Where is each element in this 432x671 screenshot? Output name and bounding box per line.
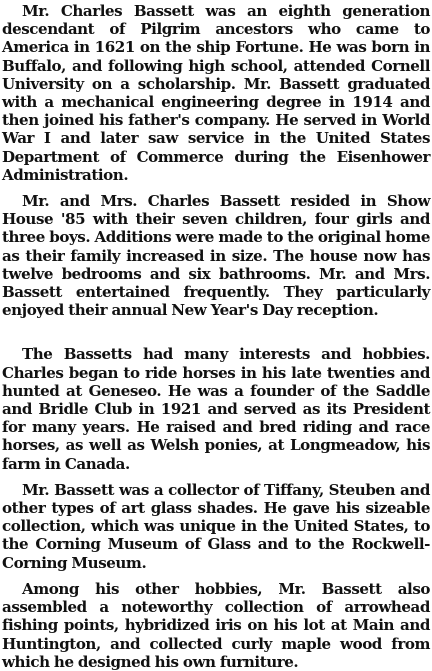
paragraph-ancestry: Mr. Charles Bassett was an eighth generation descendant of Pilgrim ancestors who came to America in 1621 on the ship Fortune. He was born in Buffalo, and following high school, attended Cornell University on a scholarship. Mr. Bassett graduated with a mechanical engineering degree in 1914 and then joined his father's company. He served in World War I and later saw service in the United States Department of Commerce during the Eisenhower Administration. <box>2 2 430 184</box>
document-page <box>2 2 430 671</box>
paragraph-glass-collection: Mr. Bassett was a collector of Tiffany, Steuben and other types of art glass shades. He gave his sizeable collection, which was unique in the United States, to the Corning Museum of Glass and to the Rockwell-Corning Museum. <box>2 480 430 572</box>
paragraph-spacer <box>2 572 430 580</box>
paragraph-hobbies: The Bassetts had many interests and hobbies. Charles began to ride horses in his late twenties and hunted at Geneseo. He was a founder of the Saddle and Bridle Club in 1921 and served as its President for many years. He raised and bred riding and race horses, as well as Welsh ponies, at Longmeadow, his farm in Canada. <box>2 345 430 473</box>
paragraph-other-hobbies: Among his other hobbies, Mr. Bassett also assembled a noteworthy collection of arrowhead fishing points, hybridized iris on his lot at Main and Huntington, and collected curly maple wood from which he designed his own furniture. <box>2 579 430 671</box>
paragraph-spacer <box>2 473 430 481</box>
paragraph-show-house: Mr. and Mrs. Charles Bassett resided in Show House '85 with their seven children, four girls and three boys. Additions were made to the original home as their family increased in size. The house now has twelve bedrooms and six bathrooms. Mr. and Mrs. Bassett entertained frequently. They particularly enjoyed their annual New Year's Day reception. <box>2 192 430 320</box>
paragraph-spacer <box>2 184 430 192</box>
section-spacer <box>2 319 430 345</box>
